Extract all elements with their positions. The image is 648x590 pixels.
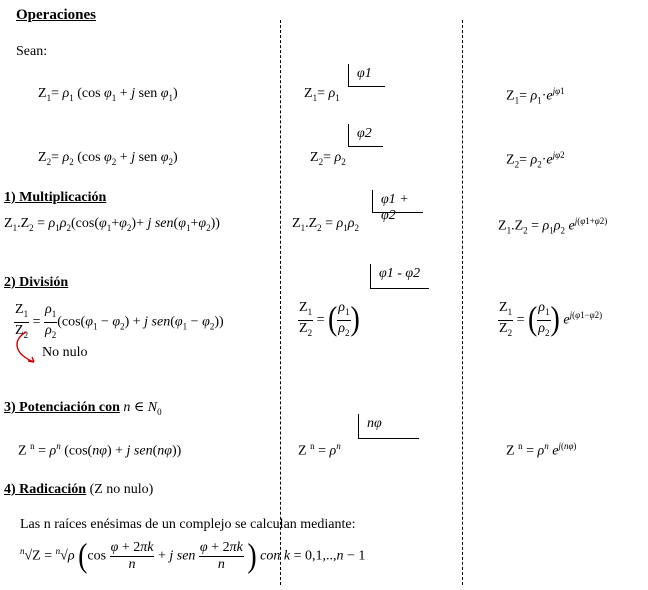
div-polar: $\frac{Z_1}{Z_2}$ = ( $\frac{\rho_1}{\rho_2}$ ) (299, 300, 360, 339)
z2-binomial: $Z_2= \rho_2$ (cos $\varphi_2 + j$ sen $\varphi_2$) (38, 150, 178, 167)
z1-binomial: $Z_1= \rho_1$ (cos $\varphi_1 + j$ sen $\varphi_1$) (38, 86, 178, 103)
z1-polar-angle: φ1 (348, 64, 385, 87)
mult-exponential: $Z_1.Z_2 = \rho_1\rho_2$ $e^{j(\varphi 1+\varphi 2)}$ (498, 216, 608, 236)
potenciacion-heading: 3) Potenciación con n ∈ $N_0$ (4, 400, 162, 417)
pot-polar: Z $^n = \rho^n$ (298, 441, 341, 459)
div-exponential: $\frac{Z_1}{Z_2}$ = ( $\frac{\rho_1}{\rho_2}$ ) $e^{j(\varphi 1-\varphi 2)}$ (499, 300, 603, 339)
mult-polar: $Z_1.Z_2 = \rho_1\rho_2$ (292, 216, 359, 233)
radicacion-formula: $^n$√Z = $^n$√ρ (cos $\frac{\varphi + 2\pi k}{n}$ + j sen $\frac{\varphi + 2\pi k}{n}$ ) con k = 0,1,..,n − 1 (20, 537, 366, 575)
column-divider-left (280, 20, 281, 585)
multiplicacion-heading: 1) Multiplicación (4, 190, 107, 205)
column-divider-right (462, 20, 463, 585)
radicacion-intro: Las n raíces enésimas de un complejo se calculan mediante: (20, 517, 356, 532)
division-heading: 2) División (4, 275, 69, 290)
pot-binomial: Z $^n = \rho^n$ (cos(nφ) + j sen(nφ)) (18, 441, 182, 459)
sean-label: Sean: (16, 44, 48, 59)
z2-polar-angle: φ2 (348, 124, 383, 147)
z1-exponential: $Z_1= \rho_1\cdot e^{j\varphi 1}$ (506, 86, 565, 106)
pot-exponential: Z $^n = \rho^n$ $e^{j(n\varphi)}$ (506, 441, 577, 459)
z1-polar: $Z_1= \rho_1$ (304, 86, 340, 103)
radicacion-heading: 4) Radicación (Z no nulo) (4, 482, 154, 497)
nonzero-arrow (10, 330, 44, 370)
mult-binomial: $Z_1.Z_2 = \rho_1\rho_2(\cos(\varphi_1+\varphi_2)+ j$ $sen(\varphi_1+\varphi_2)$) (4, 216, 220, 233)
z2-polar: $Z_2= \rho_2$ (310, 150, 346, 167)
mult-polar-angle: φ1 + φ2 (372, 190, 423, 213)
no-nulo-note: No nulo (42, 345, 88, 360)
div-binomial: $\frac{Z_1}{Z_2}$ = $\frac{\rho_1}{\rho_2}$ ($\cos(\varphi_1 - \varphi_2) + j$ $sen(\varphi_1 - \varphi_2)$) (15, 302, 224, 340)
z2-exponential: $Z_2= \rho_2\cdot e^{j\varphi 2}$ (506, 150, 565, 170)
pot-polar-angle: nφ (358, 414, 419, 439)
page-title: Operaciones (16, 7, 96, 23)
div-polar-angle: φ1 - φ2 (370, 264, 429, 289)
